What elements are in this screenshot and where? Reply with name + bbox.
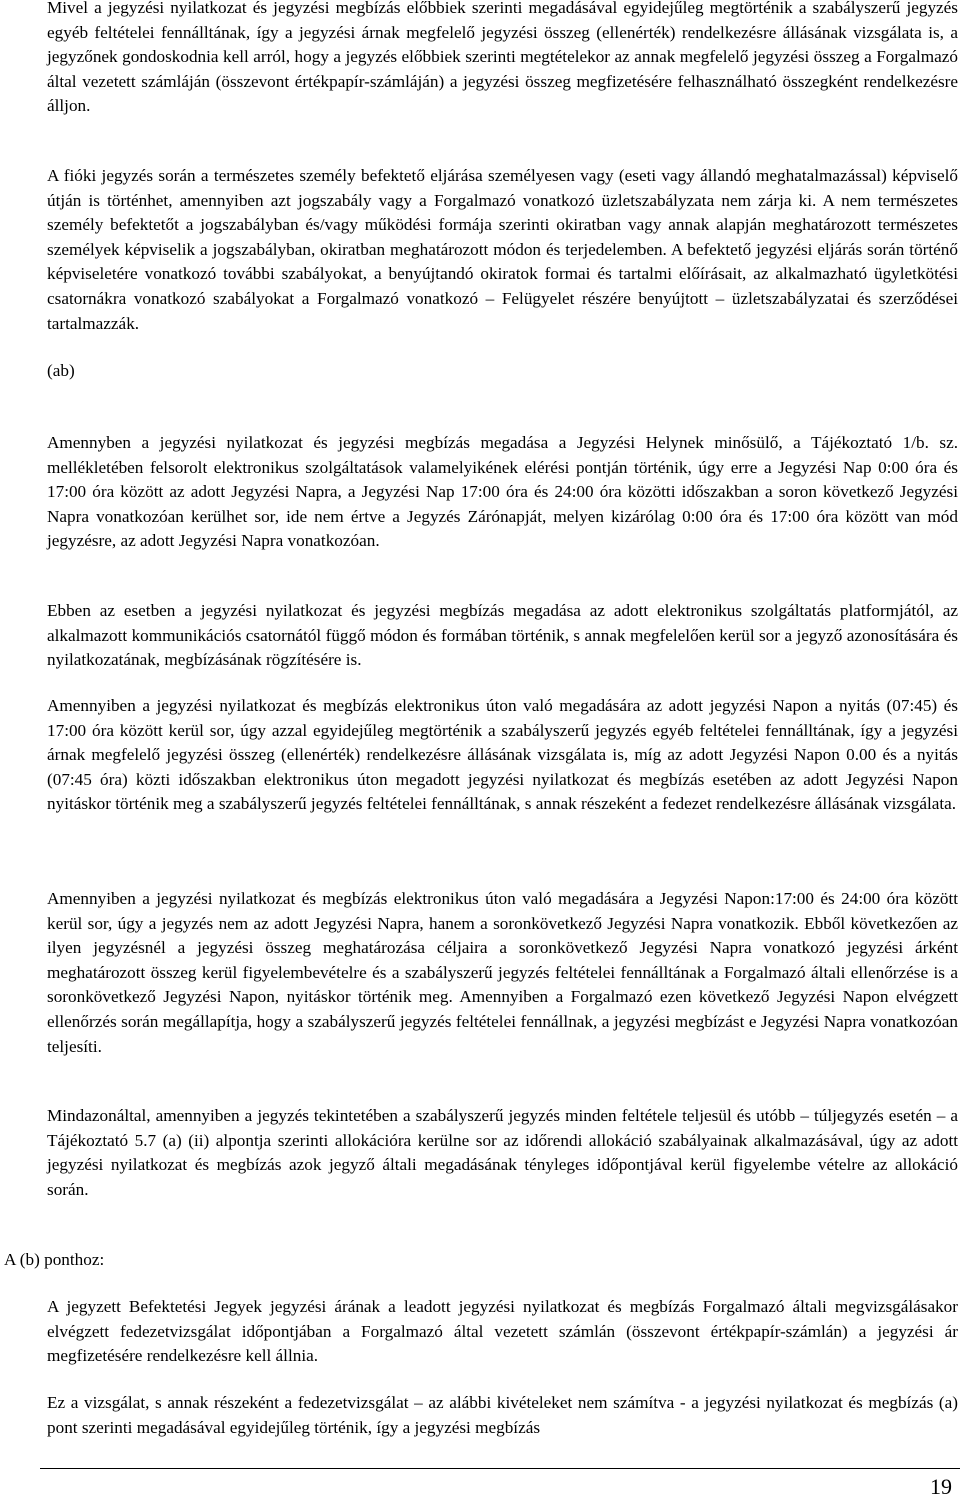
paragraph-funds-availability: Mivel a jegyzési nyilatkozat és jegyzési megbízás előbbiek szerinti megadásával egyidejűleg megtörténik a szabályszerű jegyzés egyéb feltételei fennálltának, így a jegyzési árnak megfelelő jegyzési összeg (ellenérték) rendelkezésre állásának vizsgálata is, a jegyzőnek gondoskodnia kell arról, hogy a jegyzés előbbiek szerinti megtételekor az annak megfelelő jegyzési összeg a Forgalmazó által vezetett számláján (összevont értékpapír-számláján) a jegyzési összeg megfizetésére felhasználható összegként rendelkezésre álljon. bbox=[47, 0, 958, 116]
page-number: 19 bbox=[930, 1474, 952, 1499]
footer-rule bbox=[40, 1468, 960, 1469]
paragraph-electronic-subscription: Amennyben a jegyzési nyilatkozat és jegyzési megbízás megadása a Jegyzési Helynek minősülő, a Tájékoztató 1/b. sz. mellékletében felsorolt elektronikus szolgáltatások valamelyikének elérési pontján történik, úgy erre a Jegyzési Nap 0:00 óra és 17:00 óra között az adott Jegyzési Napra, a Jegyzési Nap 17:00 óra és 24:00 óra közötti időszakban a soron következő Jegyzési Napra vonatkozóan kerülhet sor, ide nem értve a Jegyzés Zárónapját, melyen kizárólag 0:00 óra és 17:00 óra között van mód jegyzésre, az adott Jegyzési Napra vonatkozóan. bbox=[47, 433, 958, 551]
paragraph-allocation: Mindazonáltal, amennyiben a jegyzés tekintetében a szabályszerű jegyzés minden feltétele teljesül és utóbb – túljegyzés esetén – a Tájékoztató 5.7 (a) (ii) alpontja szerinti allokációra kerülne sor az időrendi allokáció szabályainak alkalmazásával, úgy az adott jegyzési nyilatkozat és megbízás azok jegyző általi megadásának tényleges időpontjával kerül figyelembe vételre az allokáció során. bbox=[47, 1106, 958, 1199]
paragraph-branch-subscription: A fióki jegyzés során a természetes személy befektető eljárása személyesen vagy (eseti vagy állandó meghatalmazással) képviselő útján is történhet, amennyiben azt jogszabály vagy a Forgalmazó vonatkozó üzletszabályzata nem zárja ki. A nem természetes személy befektetőt a jogszabályban és/vagy működési formája szerinti okiratban vagy annak alapján meghatározott természetes személyek képviselik a jogszabályban, okiratban meghatározott módon és terjedelemben. A befektető jegyzési eljárás során történő képviseletére vonatkozó további szabályokat, a benyújtandó okiratok formai és tartalmi előírásait, az alkalmazható ügyletkötési csatornákra vonatkozó szabályokat a Forgalmazó vonatkozó – Felügyelet részére benyújtott – üzletszabályzatai és szerződései tartalmazzák. bbox=[47, 166, 958, 333]
section-heading-b: A (b) ponthoz: bbox=[4, 1250, 105, 1269]
paragraph-opening-hours: Amennyiben a jegyzési nyilatkozat és megbízás elektronikus úton való megadására az adott jegyzési Napon a nyitás (07:45) és 17:00 óra között kerül sor, úgy azzal egyidejűleg megtörténik a szabályszerű jegyzés egyéb feltételei fennálltának, így a jegyzési árnak megfelelő jegyzési összeg (ellenérték) rendelkezésre állásának vizsgálata is, míg az adott Jegyzési Napon 0.00 és a nyitás (07:45 óra) közti időszakban elektronikus úton megadott jegyzési nyilatkozat és megbízás esetében az adott Jegyzési Napon nyitáskor történik meg a szabályszerű jegyzés feltételei fennálltának, s annak részeként a fedezet rendelkezésre állásának vizsgálata. bbox=[47, 696, 958, 814]
paragraph-price-coverage: A jegyzett Befektetési Jegyek jegyzési árának a leadott jegyzési nyilatkozat és megbízás Forgalmazó általi megvizsgálásakor elvégzett fedezetvizsgálat időpontjában a Forgalmazó által vezetett számlán (összevont értékpapír-számlán) a jegyzési ár megfizetésére rendelkezésre kell állnia. bbox=[47, 1297, 958, 1366]
paragraph-after-hours: Amennyiben a jegyzési nyilatkozat és megbízás elektronikus úton való megadására a Jegyzési Napon:17:00 és 24:00 óra között kerül sor, úgy a jegyzés nem az adott Jegyzési Napra, hanem a soronkövetkező Jegyzési Napra vonatkozik. Ebből következően az ilyen jegyzésnél a jegyzési összeg meghatározása céljaira a soronkövetkező Jegyzési Napra vonatkozó jegyzési árként meghatározott összeg kerül figyelembevételre és a szabályszerű jegyzés feltételei fennálltának a Forgalmazó általi ellenőrzése is a soronkövetkező Jegyzési Napon, nyitáskor történik meg. Amennyiben a Forgalmazó ezen következő Jegyzési Napon elvégzett ellenőrzés során megállapítja, hogy a szabályszerű jegyzés feltételei fennállnak, a jegyzési megbízást e Jegyzési Napra vonatkozóan teljesíti. bbox=[47, 889, 958, 1056]
paragraph-platform: Ebben az esetben a jegyzési nyilatkozat és jegyzési megbízás megadása az adott elektronikus szolgáltatás platformjától, az alkalmazott kommunikációs csatornától függő módon és formában történik, s annak megfelelően kerül sor a jegyző azonosítására és nyilatkozatának, megbízásának rögzítésére is. bbox=[47, 601, 958, 670]
paragraph-coverage-check: Ez a vizsgálat, s annak részeként a fedezetvizsgálat – az alábbi kivételeket nem számítva - a jegyzési nyilatkozat és megbízás (a) pont szerinti megadásával egyidejűleg történik, így a jegyzési megbízás bbox=[47, 1393, 958, 1437]
subsection-label-ab: (ab) bbox=[47, 361, 75, 380]
